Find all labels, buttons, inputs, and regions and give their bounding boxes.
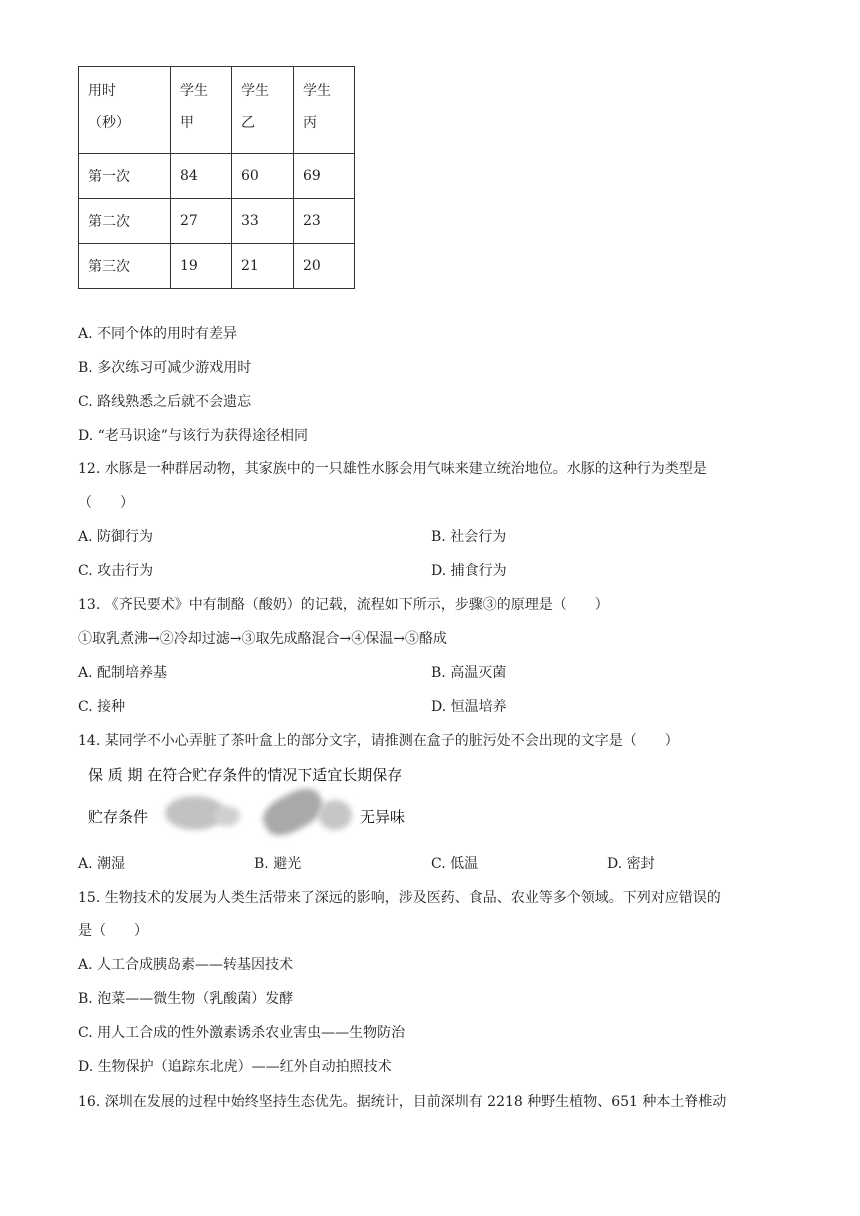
table-cell: 69 xyxy=(294,154,355,199)
q15-option-c: C. 用人工合成的性外激素诱杀农业害虫——生物防治 xyxy=(78,1025,406,1041)
table-cell: 84 xyxy=(171,154,232,199)
q14-option-c: C. 低温 xyxy=(431,856,479,872)
q11-option-a: A. 不同个体的用时有差异 xyxy=(78,326,238,342)
table-cell: 第三次 xyxy=(79,244,171,289)
table-cell: 20 xyxy=(294,244,355,289)
header-line: 学生 xyxy=(241,83,269,99)
q13-option-c: C. 接种 xyxy=(78,699,126,715)
q11-option-c: C. 路线熟悉之后就不会遗忘 xyxy=(78,394,252,410)
header-line: 甲 xyxy=(180,115,194,131)
table-row xyxy=(79,154,355,199)
smudge-stain xyxy=(318,800,352,830)
table-cell: 19 xyxy=(171,244,232,289)
q12-stem-cont: （ ） xyxy=(78,495,134,511)
q12-option-b: B. 社会行为 xyxy=(431,529,507,545)
header-line: 乙 xyxy=(241,115,255,131)
tea-box-storage-label: 贮存条件 xyxy=(88,808,149,826)
q11-option-b: B. 多次练习可减少游戏用时 xyxy=(78,360,252,376)
q13-option-b: B. 高温灭菌 xyxy=(431,665,507,681)
smudge-stain xyxy=(214,806,240,826)
table-header-cell xyxy=(79,67,171,154)
table-header-cell xyxy=(294,67,355,154)
q13-stem: 13. 《齐民要术》中有制酪（酸奶）的记载，流程如下所示，步骤③的原理是（ ） xyxy=(78,597,609,613)
header-line: 学生 xyxy=(180,83,208,99)
header-line: 学生 xyxy=(303,83,331,99)
q13-option-a: A. 配制培养基 xyxy=(78,665,168,681)
table-cell: 第一次 xyxy=(79,154,171,199)
table-cell: 23 xyxy=(294,199,355,244)
table-cell: 第二次 xyxy=(79,199,171,244)
table-cell: 60 xyxy=(232,154,294,199)
table-header-cell xyxy=(232,67,294,154)
q15-option-d: D. 生物保护（追踪东北虎）——红外自动拍照技术 xyxy=(78,1059,392,1075)
q15-option-a: A. 人工合成胰岛素——转基因技术 xyxy=(78,957,294,973)
q12-option-c: C. 攻击行为 xyxy=(78,563,154,579)
q14-stem: 14. 某同学不小心弄脏了茶叶盒上的部分文字，请推测在盒子的脏污处不会出现的文字是（ ） xyxy=(78,733,679,749)
table-header-cell xyxy=(171,67,232,154)
q12-option-a: A. 防御行为 xyxy=(78,529,154,545)
q13-flow: ①取乳煮沸→②冷却过滤→③取先成酪混合→④保温→⑤酪成 xyxy=(78,631,447,647)
header-line: （秒） xyxy=(88,115,130,131)
header-line: 丙 xyxy=(303,115,317,131)
q16-stem: 16. 深圳在发展的过程中始终坚持生态优先。据统计，目前深圳有 2218 种野生植物、651 种本土脊椎动 xyxy=(78,1094,727,1110)
q11-option-d: D. “老马识途”与该行为获得途径相同 xyxy=(78,428,308,444)
table-row xyxy=(79,199,355,244)
q14-option-a: A. 潮湿 xyxy=(78,856,126,872)
tea-box-shelf-life: 保 质 期 在符合贮存条件的情况下适宜长期保存 xyxy=(88,766,403,784)
q14-option-d: D. 密封 xyxy=(607,856,655,872)
table-cell: 33 xyxy=(232,199,294,244)
q13-option-d: D. 恒温培养 xyxy=(431,699,507,715)
q12-stem: 12. 水豚是一种群居动物，其家族中的一只雄性水豚会用气味来建立统治地位。水豚的这种行为类型是 xyxy=(78,461,707,477)
table-cell: 21 xyxy=(232,244,294,289)
tea-box-storage-tail: 无异味 xyxy=(360,808,406,826)
q15-stem: 15. 生物技术的发展为人类生活带来了深远的影响，涉及医药、食品、农业等多个领域。下列对应错误的 xyxy=(78,890,721,906)
table-row xyxy=(79,244,355,289)
timing-table xyxy=(78,66,355,289)
q12-option-d: D. 捕食行为 xyxy=(431,563,507,579)
q15-stem-cont: 是（ ） xyxy=(78,923,148,939)
header-line: 用时 xyxy=(88,83,116,99)
q14-option-b: B. 避光 xyxy=(254,856,302,872)
table-cell: 27 xyxy=(171,199,232,244)
q15-option-b: B. 泡菜——微生物（乳酸菌）发酵 xyxy=(78,991,294,1007)
table-header-row xyxy=(79,67,355,154)
